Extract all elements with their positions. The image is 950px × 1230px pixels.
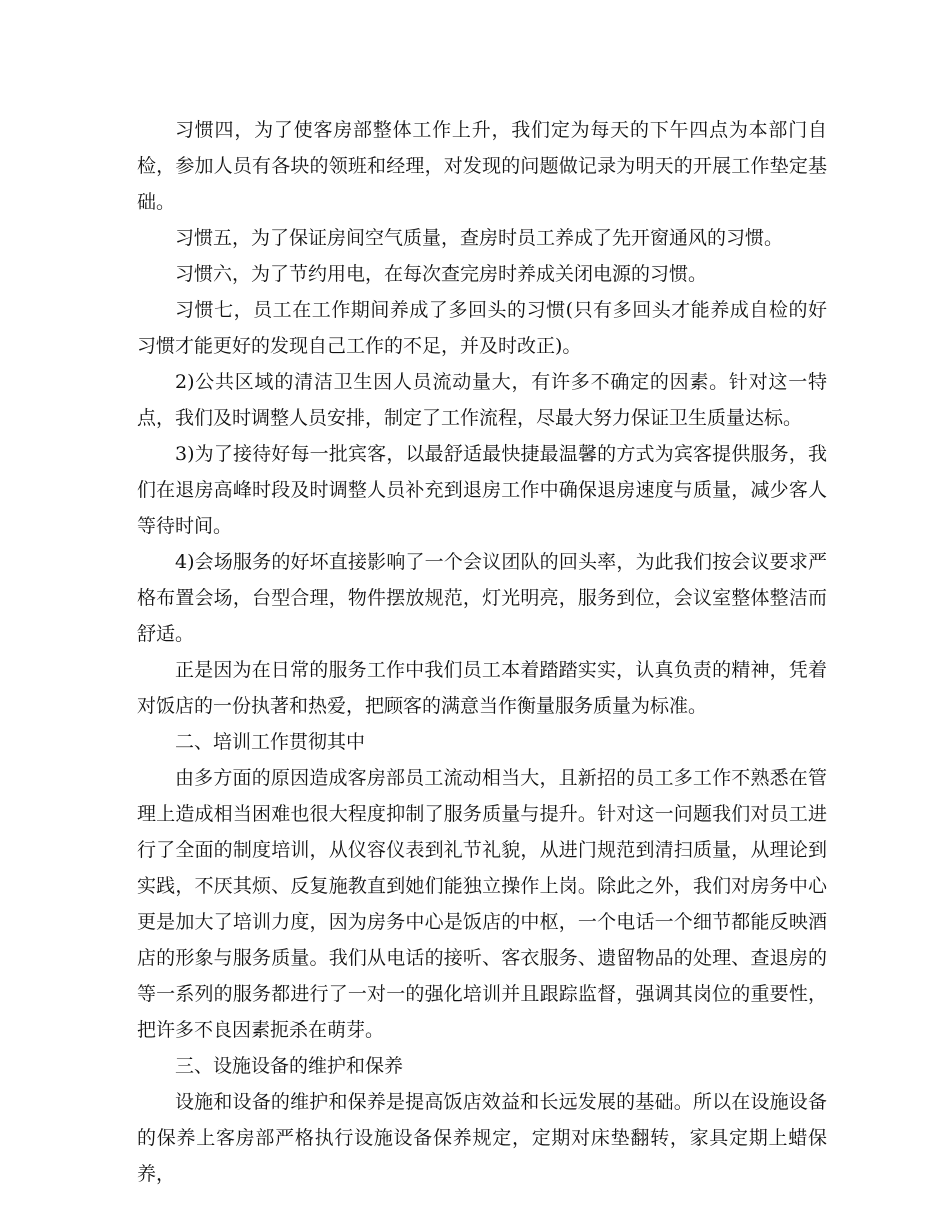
paragraph-habit-four: 习惯四，为了使客房部整体工作上升，我们定为每天的下午四点为本部门自检，参加人员有各块的领班和经理，对发现的问题做记录为明天的开展工作垫定基础。 (137, 119, 827, 213)
section-heading-facilities: 三、设施设备的维护和保养 (175, 1055, 404, 1077)
paragraph-facilities: 设施和设备的维护和保养是提高饭店效益和长远发展的基础。所以在设施设备的保养上客房部严格执行设施设备保养规定，定期对床垫翻转，家具定期上蜡保养， (137, 1091, 827, 1185)
paragraph-habit-seven: 习惯七，员工在工作期间养成了多回头的习惯(只有多回头才能养成自检的好习惯才能更好的发现自己工作的不足，并及时改正)。 (137, 299, 827, 357)
paragraph-summary: 正是因为在日常的服务工作中我们员工本着踏踏实实，认真负责的精神，凭着对饭店的一份执著和热爱，把顾客的满意当作衡量服务质量为标准。 (137, 659, 827, 717)
paragraph-training: 由多方面的原因造成客房部员工流动相当大，且新招的员工多工作不熟悉在管理上造成相当困难也很大程度抑制了服务质量与提升。针对这一问题我们对员工进行了全面的制度培训，从仪容仪表到礼节礼貌，从进门规范到清扫质量，从理论到实践，不厌其烦、反复施教直到她们能独立操作上岗。除此之外，我们对房务中心更是加大了培训力度，因为房务中心是饭店的中枢，一个电话一个细节都能反映酒店的形象与服务质量。我们从电话的接听、客衣服务、遗留物品的处理、查退房的等一系列的服务都进行了一对一的强化培训并且跟踪监督，强调其岗位的重要性，把许多不良因素扼杀在萌芽。 (137, 767, 827, 1041)
paragraph-habit-five: 习惯五，为了保证房间空气质量，查房时员工养成了先开窗通风的习惯。 (175, 227, 784, 249)
paragraph-habit-six: 习惯六，为了节约用电，在每次查完房时养成关闭电源的习惯。 (175, 263, 708, 285)
section-heading-training: 二、培训工作贯彻其中 (175, 731, 366, 753)
paragraph-meeting-service: 4)会场服务的好坏直接影响了一个会议团队的回头率，为此我们按会议要求严格布置会场，台型合理，物件摆放规范，灯光明亮，服务到位，会议室整体整洁而舒适。 (137, 551, 827, 645)
paragraph-checkout: 3)为了接待好每一批宾客，以最舒适最快捷最温馨的方式为宾客提供服务，我们在退房高峰时段及时调整人员补充到退房工作中确保退房速度与质量，减少客人等待时间。 (137, 443, 827, 537)
paragraph-public-area: 2)公共区域的清洁卫生因人员流动量大，有许多不确定的因素。针对这一特点，我们及时调整人员安排，制定了工作流程，尽最大努力保证卫生质量达标。 (137, 371, 827, 429)
document-body (137, 112, 827, 1192)
